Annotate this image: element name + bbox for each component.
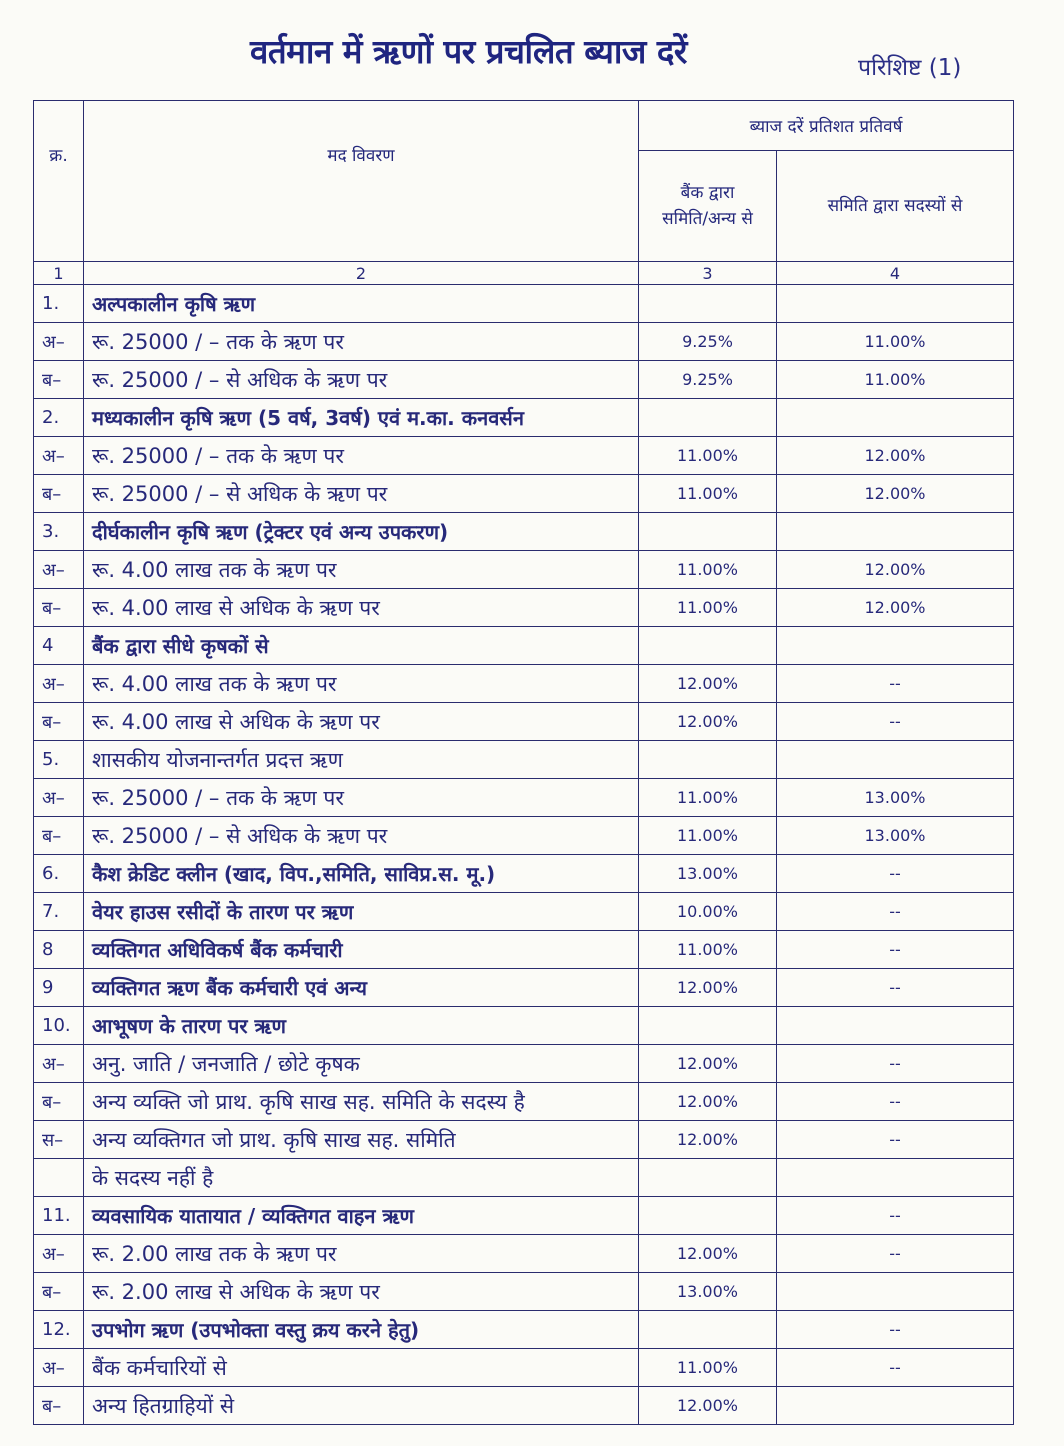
rate-by-bank: 9.25%	[639, 323, 777, 361]
row-description: रू. 25000 / – से अधिक के ऋण पर	[84, 361, 639, 399]
row-description: अन्य व्यक्ति जो प्राथ. कृषि साख सह. समिति के सदस्य है	[84, 1083, 639, 1121]
rate-by-society	[777, 1159, 1014, 1197]
row-serial: 4	[34, 627, 84, 665]
row-serial	[34, 1159, 84, 1197]
row-description: व्यक्तिगत अधिविकर्ष बैंक कर्मचारी	[84, 931, 639, 969]
rate-by-society: --	[777, 1083, 1014, 1121]
row-description: व्यक्तिगत ऋण बैंक कर्मचारी एवं अन्य	[84, 969, 639, 1007]
table-row	[34, 361, 1014, 399]
table-row	[34, 437, 1014, 475]
rate-by-bank: 12.00%	[639, 1121, 777, 1159]
table-row	[34, 1007, 1014, 1045]
table-row	[34, 589, 1014, 627]
table-row	[34, 855, 1014, 893]
rate-by-society: 11.00%	[777, 361, 1014, 399]
rate-by-society	[777, 513, 1014, 551]
table-row	[34, 893, 1014, 931]
row-description: अनु. जाति / जनजाति / छोटे कृषक	[84, 1045, 639, 1083]
row-description: मध्यकालीन कृषि ऋण (5 वर्ष, 3वर्ष) एवं म.का. कनवर्सन	[84, 399, 639, 437]
rate-by-society: 12.00%	[777, 437, 1014, 475]
row-serial: ब–	[34, 1273, 84, 1311]
row-description: बैंक कर्मचारियों से	[84, 1349, 639, 1387]
rate-by-bank: 12.00%	[639, 1045, 777, 1083]
row-description: के सदस्य नहीं है	[84, 1159, 639, 1197]
rate-by-bank: 12.00%	[639, 969, 777, 1007]
rate-by-bank: 11.00%	[639, 437, 777, 475]
table-row	[34, 627, 1014, 665]
table-row	[34, 513, 1014, 551]
header-col3	[639, 151, 777, 262]
rate-by-bank	[639, 1311, 777, 1349]
table-row	[34, 817, 1014, 855]
rate-by-bank	[639, 627, 777, 665]
rate-by-bank	[639, 741, 777, 779]
row-description: रू. 25000 / – से अधिक के ऋण पर	[84, 475, 639, 513]
row-serial: अ–	[34, 323, 84, 361]
row-serial: 10.	[34, 1007, 84, 1045]
rate-by-bank	[639, 1007, 777, 1045]
rate-by-bank	[639, 1159, 777, 1197]
rate-by-society: 13.00%	[777, 779, 1014, 817]
table-row	[34, 703, 1014, 741]
row-description: बैंक द्वारा सीधे कृषकों से	[84, 627, 639, 665]
rate-by-society	[777, 1273, 1014, 1311]
row-serial: 6.	[34, 855, 84, 893]
table-row	[34, 1235, 1014, 1273]
row-serial: ब–	[34, 589, 84, 627]
row-description: आभूषण के तारण पर ऋण	[84, 1007, 639, 1045]
row-description: वेयर हाउस रसीदों के तारण पर ऋण	[84, 893, 639, 931]
table-row	[34, 1045, 1014, 1083]
row-description: रू. 2.00 लाख से अधिक के ऋण पर	[84, 1273, 639, 1311]
row-serial: अ–	[34, 551, 84, 589]
rate-by-bank: 9.25%	[639, 361, 777, 399]
table-row	[34, 741, 1014, 779]
column-number: 2	[84, 262, 639, 285]
header-serial: क्र.	[34, 101, 84, 262]
table-row	[34, 285, 1014, 323]
row-description: अन्य व्यक्तिगत जो प्राथ. कृषि साख सह. समिति	[84, 1121, 639, 1159]
row-serial: ब–	[34, 475, 84, 513]
row-serial: ब–	[34, 1083, 84, 1121]
rate-by-society	[777, 627, 1014, 665]
row-description: दीर्घकालीन कृषि ऋण (ट्रेक्टर एवं अन्य उपकरण)	[84, 513, 639, 551]
rate-by-society	[777, 741, 1014, 779]
rate-by-bank: 11.00%	[639, 817, 777, 855]
rate-by-bank: 12.00%	[639, 703, 777, 741]
rate-by-bank: 12.00%	[639, 1083, 777, 1121]
rate-by-society: 12.00%	[777, 551, 1014, 589]
rate-by-bank	[639, 1197, 777, 1235]
rate-by-society: --	[777, 893, 1014, 931]
rate-by-society: --	[777, 1045, 1014, 1083]
row-serial: 11.	[34, 1197, 84, 1235]
row-description: रू. 25000 / – तक के ऋण पर	[84, 437, 639, 475]
row-serial: 9	[34, 969, 84, 1007]
table-row	[34, 969, 1014, 1007]
row-serial: अ–	[34, 779, 84, 817]
rate-by-bank: 12.00%	[639, 1387, 777, 1425]
rate-by-bank	[639, 399, 777, 437]
table-row	[34, 1159, 1014, 1197]
row-serial: ब–	[34, 817, 84, 855]
row-serial: ब–	[34, 361, 84, 399]
row-serial: 8	[34, 931, 84, 969]
rate-by-bank	[639, 285, 777, 323]
table-row	[34, 1197, 1014, 1235]
rate-by-society: --	[777, 969, 1014, 1007]
row-description: रू. 25000 / – तक के ऋण पर	[84, 779, 639, 817]
row-serial: 5.	[34, 741, 84, 779]
row-serial: अ–	[34, 437, 84, 475]
table-row	[34, 551, 1014, 589]
rate-by-bank: 12.00%	[639, 1235, 777, 1273]
row-description: रू. 4.00 लाख से अधिक के ऋण पर	[84, 703, 639, 741]
rate-by-bank: 11.00%	[639, 589, 777, 627]
column-number: 4	[777, 262, 1014, 285]
rate-by-society: --	[777, 855, 1014, 893]
table-row	[34, 323, 1014, 361]
rate-by-bank	[639, 513, 777, 551]
rate-by-bank: 13.00%	[639, 855, 777, 893]
row-description: रू. 4.00 लाख तक के ऋण पर	[84, 551, 639, 589]
row-serial: 7.	[34, 893, 84, 931]
row-serial: 3.	[34, 513, 84, 551]
row-description: कैश क्रेडिट क्लीन (खाद, विप.,समिति, साविप्र.स. मू.)	[84, 855, 639, 893]
rate-by-society	[777, 1387, 1014, 1425]
table-row	[34, 1083, 1014, 1121]
table-row	[34, 1273, 1014, 1311]
header-item-description: मद विवरण	[84, 101, 639, 262]
rate-by-bank: 12.00%	[639, 665, 777, 703]
row-serial: अ–	[34, 1235, 84, 1273]
appendix-label: परिशिष्ट (1)	[858, 55, 962, 81]
rate-by-bank: 11.00%	[639, 779, 777, 817]
table-row	[34, 665, 1014, 703]
row-description: अन्य हितग्राहियों से	[84, 1387, 639, 1425]
row-description: उपभोग ऋण (उपभोक्ता वस्तु क्रय करने हेतु)	[84, 1311, 639, 1349]
table-row	[34, 399, 1014, 437]
interest-rate-table	[33, 100, 1014, 1425]
rate-by-bank: 11.00%	[639, 1349, 777, 1387]
row-serial: 2.	[34, 399, 84, 437]
header-rates-group: ब्याज दरें प्रतिशत प्रतिवर्ष	[639, 101, 1014, 151]
rate-by-society: --	[777, 1311, 1014, 1349]
row-serial: ब–	[34, 703, 84, 741]
row-description: शासकीय योजनान्तर्गत प्रदत्त ऋण	[84, 741, 639, 779]
rate-by-bank: 11.00%	[639, 475, 777, 513]
row-description: व्यवसायिक यातायात / व्यक्तिगत वाहन ऋण	[84, 1197, 639, 1235]
row-serial: 1.	[34, 285, 84, 323]
table-row	[34, 1387, 1014, 1425]
table-row	[34, 1311, 1014, 1349]
rate-by-society: --	[777, 1349, 1014, 1387]
rate-by-society: 11.00%	[777, 323, 1014, 361]
rate-by-bank: 11.00%	[639, 551, 777, 589]
rate-by-society: --	[777, 931, 1014, 969]
column-number: 1	[34, 262, 84, 285]
table-row	[34, 475, 1014, 513]
row-description: रू. 25000 / – से अधिक के ऋण पर	[84, 817, 639, 855]
rate-by-bank: 13.00%	[639, 1273, 777, 1311]
rate-by-society: --	[777, 1235, 1014, 1273]
row-serial: अ–	[34, 1349, 84, 1387]
header-col4: समिति द्वारा सदस्यों से	[777, 151, 1014, 262]
rate-by-society: 12.00%	[777, 589, 1014, 627]
column-number: 3	[639, 262, 777, 285]
row-description: रू. 4.00 लाख तक के ऋण पर	[84, 665, 639, 703]
row-description: अल्पकालीन कृषि ऋण	[84, 285, 639, 323]
row-description: रू. 2.00 लाख तक के ऋण पर	[84, 1235, 639, 1273]
row-serial: 12.	[34, 1311, 84, 1349]
table-row	[34, 1121, 1014, 1159]
rate-by-society: 13.00%	[777, 817, 1014, 855]
rate-by-society: --	[777, 665, 1014, 703]
rate-by-society	[777, 285, 1014, 323]
row-serial: ब–	[34, 1387, 84, 1425]
rate-by-society: --	[777, 703, 1014, 741]
rate-by-society: --	[777, 1121, 1014, 1159]
row-serial: अ–	[34, 665, 84, 703]
rate-by-society: 12.00%	[777, 475, 1014, 513]
row-serial: स–	[34, 1121, 84, 1159]
table-row	[34, 931, 1014, 969]
rate-by-society	[777, 1007, 1014, 1045]
rate-by-society	[777, 399, 1014, 437]
table-row	[34, 779, 1014, 817]
header-col3-line1: बैंक द्वारा	[680, 183, 735, 204]
rate-by-society: --	[777, 1197, 1014, 1235]
page-title: वर्तमान में ऋणों पर प्रचलित ब्याज दरें	[250, 32, 687, 71]
header-col3-line2: समिति/अन्य से	[662, 209, 753, 230]
rate-by-bank: 10.00%	[639, 893, 777, 931]
row-description: रू. 25000 / – तक के ऋण पर	[84, 323, 639, 361]
rate-by-bank: 11.00%	[639, 931, 777, 969]
row-description: रू. 4.00 लाख से अधिक के ऋण पर	[84, 589, 639, 627]
row-serial: अ–	[34, 1045, 84, 1083]
table-row	[34, 1349, 1014, 1387]
